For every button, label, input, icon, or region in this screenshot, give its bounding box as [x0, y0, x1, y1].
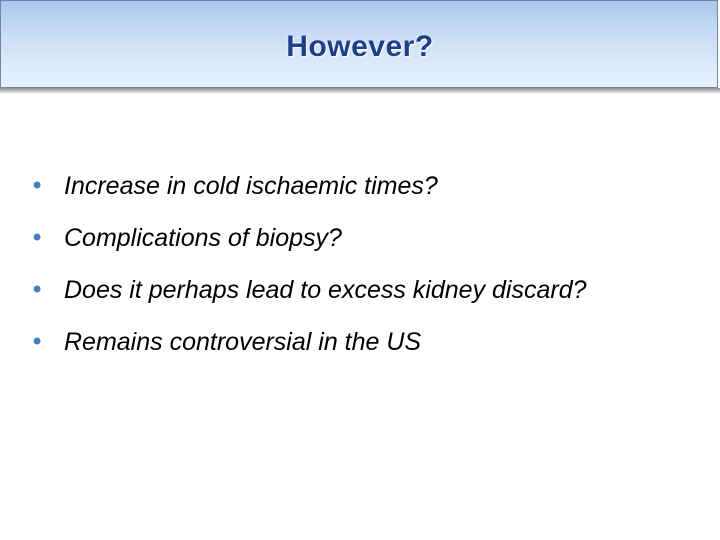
- bullet-text: Increase in cold ischaemic times?: [64, 171, 438, 200]
- bullet-item: [30, 160, 700, 212]
- bullet-item: [30, 264, 700, 316]
- slide-title: However?: [286, 30, 434, 63]
- bullet-icon: •: [30, 224, 45, 252]
- bullet-list: [30, 160, 700, 368]
- title-bar-shadow: [0, 88, 720, 94]
- bullet-icon: •: [30, 276, 45, 304]
- bullet-text: Does it perhaps lead to excess kidney discard?: [64, 275, 587, 304]
- bullet-item: [30, 212, 700, 264]
- bullet-text: Complications of biopsy?: [64, 223, 342, 252]
- bullet-text: Remains controversial in the US: [64, 327, 422, 356]
- bullet-icon: •: [30, 328, 45, 356]
- bullet-icon: •: [30, 172, 45, 200]
- bullet-item: [30, 316, 700, 368]
